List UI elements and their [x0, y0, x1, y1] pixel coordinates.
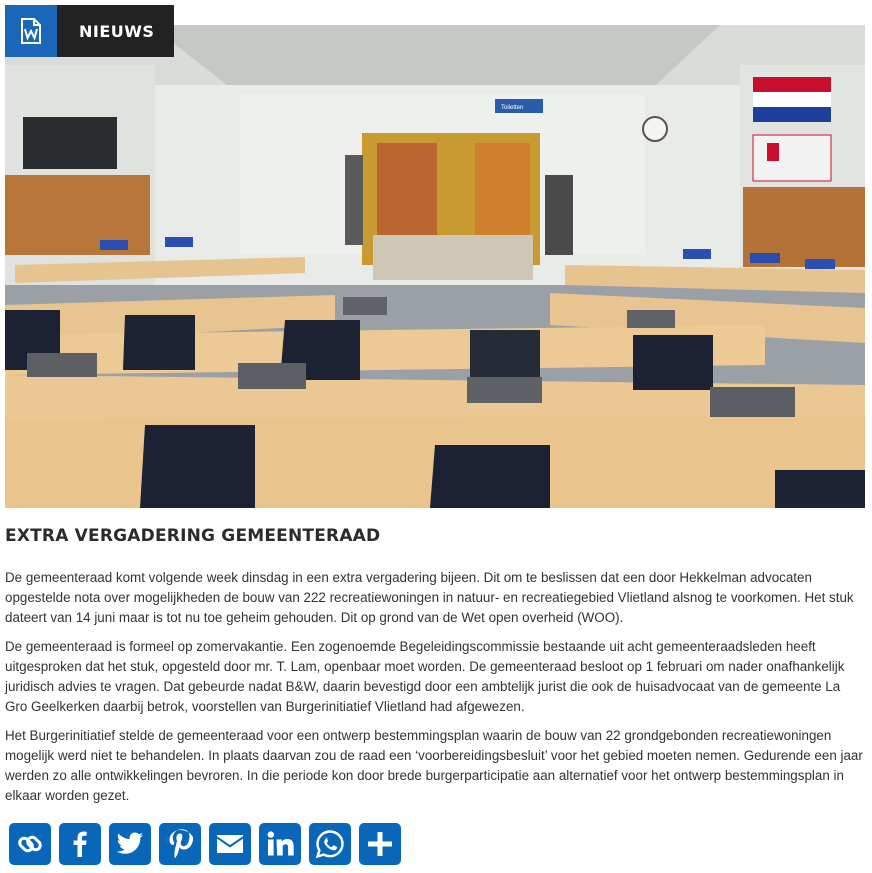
- category-badge[interactable]: [5, 5, 174, 57]
- twitter-share-button[interactable]: [109, 823, 151, 865]
- document-w-icon: [5, 5, 57, 57]
- twitter-icon: [115, 831, 145, 857]
- share-bar: [9, 823, 401, 865]
- category-label: NIEUWS: [57, 5, 174, 57]
- facebook-share-button[interactable]: [59, 823, 101, 865]
- article-title: EXTRA VERGADERING GEMEENTERAAD: [5, 526, 381, 546]
- linkedin-icon: [266, 830, 294, 858]
- share-plus-icon: [367, 831, 393, 857]
- article-paragraph: De gemeenteraad komt volgende week dinsdag in een extra vergadering bijeen. Dit om te beslissen dat een door Hekkelman advocaten opgestelde nota over mogelijkheden de bouw van 222 recreatiewoningen in natuur- en recreatiegebied Vlietland alsnog te voorkomen. Het stuk dateert van 14 juni maar is tot nu toe geheim gehouden. Dit op grond van de Wet open overheid (WOO).: [5, 570, 854, 625]
- copy-link-button[interactable]: [9, 823, 51, 865]
- article-paragraph: De gemeenteraad is formeel op zomervakantie. Een zogenoemde Begeleidingscommissie bestaande uit acht gemeenteraadsleden heeft uitgesproken dat het stuk, opgesteld door mr. T. Lam, openbaar moet worden. De gemeenteraad besloot op 1 februari om nader onafhankelijk juridisch advies te vragen. Dat gebeurde nadat B&W, daarin bevestigd door een ambtelijk jurist die ook de huisadvocaat van de gemeente La Gro Geelkerken daarbij betrok, voorstellen van Burgerinitiatief Vlietland had afgewezen.: [5, 639, 845, 714]
- article-body: [5, 568, 865, 815]
- article-paragraph: Het Burgerinitiatief stelde de gemeenteraad voor een ontwerp bestemmingsplan waarin de bouw van 22 grondgebonden recreatiewoningen mogelijk werd niet te behandelen. In plaats daarvan zou de raad een ‘voorbereidingsbesluit’ voor het gebied moeten nemen. Gedurende een jaar werden zo alle ontwikkelingen bevroren. In die periode kon door brede burgerparticipatie aan alternatief voor het ontwerp bestemmingsplan in elkaar worden gezet.: [5, 728, 863, 803]
- email-share-button[interactable]: [209, 823, 251, 865]
- email-icon: [215, 833, 245, 855]
- linkedin-share-button[interactable]: [259, 823, 301, 865]
- toilet-sign-text: Toiletten: [501, 105, 524, 111]
- more-share-button[interactable]: [359, 823, 401, 865]
- hero-image: [5, 25, 865, 508]
- pinterest-share-button[interactable]: [159, 823, 201, 865]
- pinterest-icon: [167, 829, 193, 859]
- copy-link-icon: [15, 829, 45, 859]
- whatsapp-share-button[interactable]: [309, 823, 351, 865]
- facebook-icon: [66, 830, 94, 858]
- whatsapp-icon: [315, 829, 345, 859]
